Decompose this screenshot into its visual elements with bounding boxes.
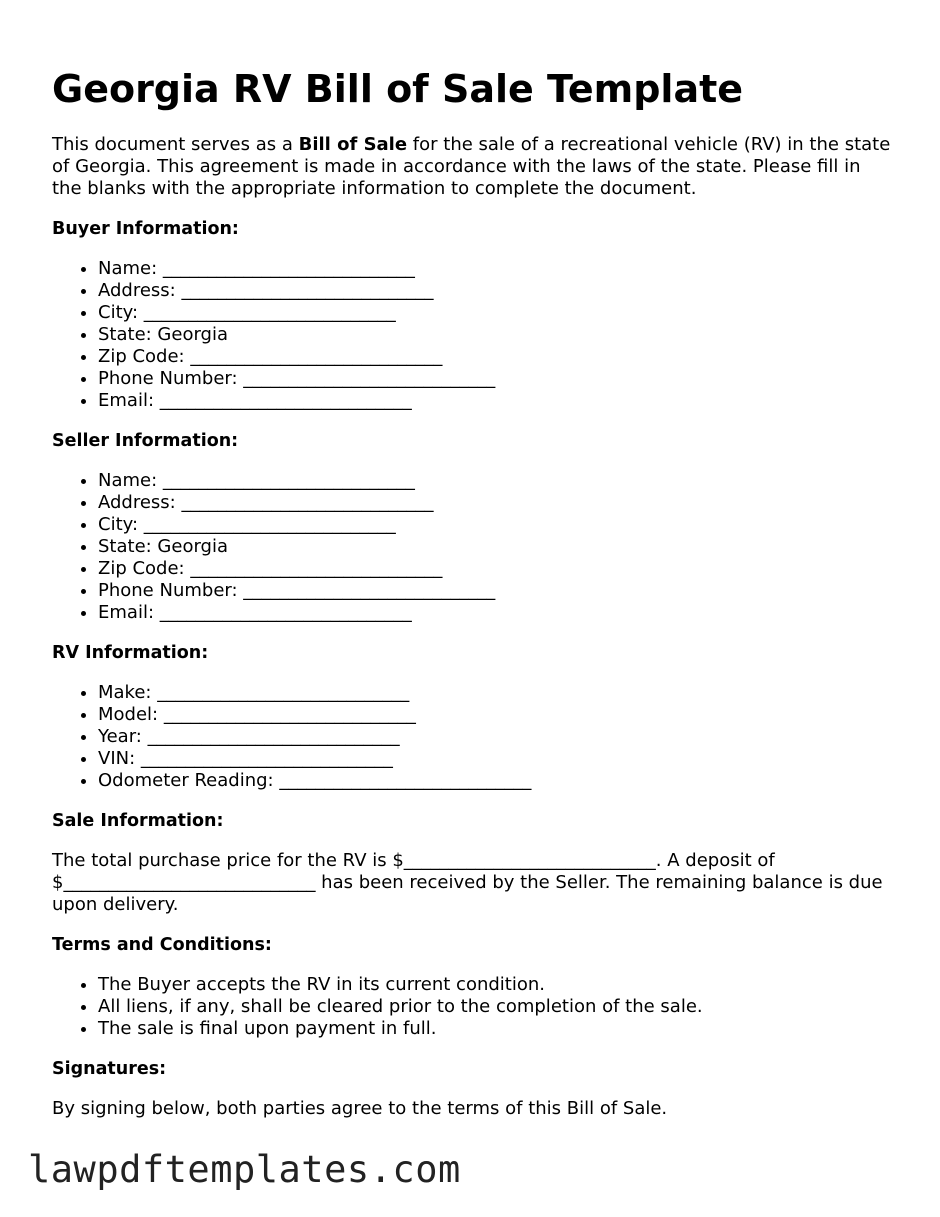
seller-heading: Seller Information: bbox=[52, 431, 239, 451]
seller-list bbox=[52, 470, 892, 624]
seller-phone-field: • Phone Number: ____________________________ bbox=[98, 580, 892, 602]
seller-zip-field: • Zip Code: ____________________________ bbox=[98, 558, 892, 580]
signatures-paragraph: By signing below, both parties agree to the terms of this Bill of Sale. bbox=[52, 1098, 668, 1119]
buyer-state-field: • State: Georgia bbox=[98, 324, 892, 346]
intro-paragraph bbox=[52, 134, 892, 200]
watermark-text: lawpdftemplates.com bbox=[28, 1148, 461, 1191]
seller-state-field: • State: Georgia bbox=[98, 536, 892, 558]
terms-heading: Terms and Conditions: bbox=[52, 935, 272, 955]
buyer-phone-field: • Phone Number: ____________________________ bbox=[98, 368, 892, 390]
document-body bbox=[52, 134, 892, 1120]
buyer-city-field: • City: ____________________________ bbox=[98, 302, 892, 324]
seller-address-field: • Address: ____________________________ bbox=[98, 492, 892, 514]
rv-model-field: • Model: ____________________________ bbox=[98, 704, 892, 726]
rv-make-field: • Make: ____________________________ bbox=[98, 682, 892, 704]
buyer-zip-field: • Zip Code: ____________________________ bbox=[98, 346, 892, 368]
terms-item: • The Buyer accepts the RV in its current condition. bbox=[98, 974, 892, 996]
intro-text-before: This document serves as a bbox=[52, 134, 299, 155]
rv-heading: RV Information: bbox=[52, 643, 209, 663]
rv-list bbox=[52, 682, 892, 792]
terms-item: • The sale is final upon payment in full. bbox=[98, 1018, 892, 1040]
terms-list bbox=[52, 974, 892, 1040]
intro-text-after: for the sale of a recreational vehicle (RV) in the state of Georgia. This agreement is made in accordance with the laws of the state. Please fill in the blanks with the appropriate information to complete the document. bbox=[52, 134, 891, 199]
rv-year-field: • Year: ____________________________ bbox=[98, 726, 892, 748]
buyer-list bbox=[52, 258, 892, 412]
buyer-email-field: • Email: ____________________________ bbox=[98, 390, 892, 412]
buyer-name-field: • Name: ____________________________ bbox=[98, 258, 892, 280]
buyer-address-field: • Address: ____________________________ bbox=[98, 280, 892, 302]
buyer-heading: Buyer Information: bbox=[52, 219, 239, 239]
page-title: Georgia RV Bill of Sale Template bbox=[52, 67, 744, 111]
seller-city-field: • City: ____________________________ bbox=[98, 514, 892, 536]
rv-odometer-field: • Odometer Reading: ____________________________ bbox=[98, 770, 892, 792]
seller-name-field: • Name: ____________________________ bbox=[98, 470, 892, 492]
rv-vin-field: • VIN: ____________________________ bbox=[98, 748, 892, 770]
terms-item: • All liens, if any, shall be cleared prior to the completion of the sale. bbox=[98, 996, 892, 1018]
seller-email-field: • Email: ____________________________ bbox=[98, 602, 892, 624]
sale-paragraph: The total purchase price for the RV is $____________________________. A deposit of $____________________________ has been received by the Seller. The remaining balance is due upon delivery. bbox=[52, 850, 883, 915]
intro-bold-term: Bill of Sale bbox=[298, 134, 408, 155]
signatures-heading: Signatures: bbox=[52, 1059, 167, 1079]
sale-heading: Sale Information: bbox=[52, 811, 224, 831]
